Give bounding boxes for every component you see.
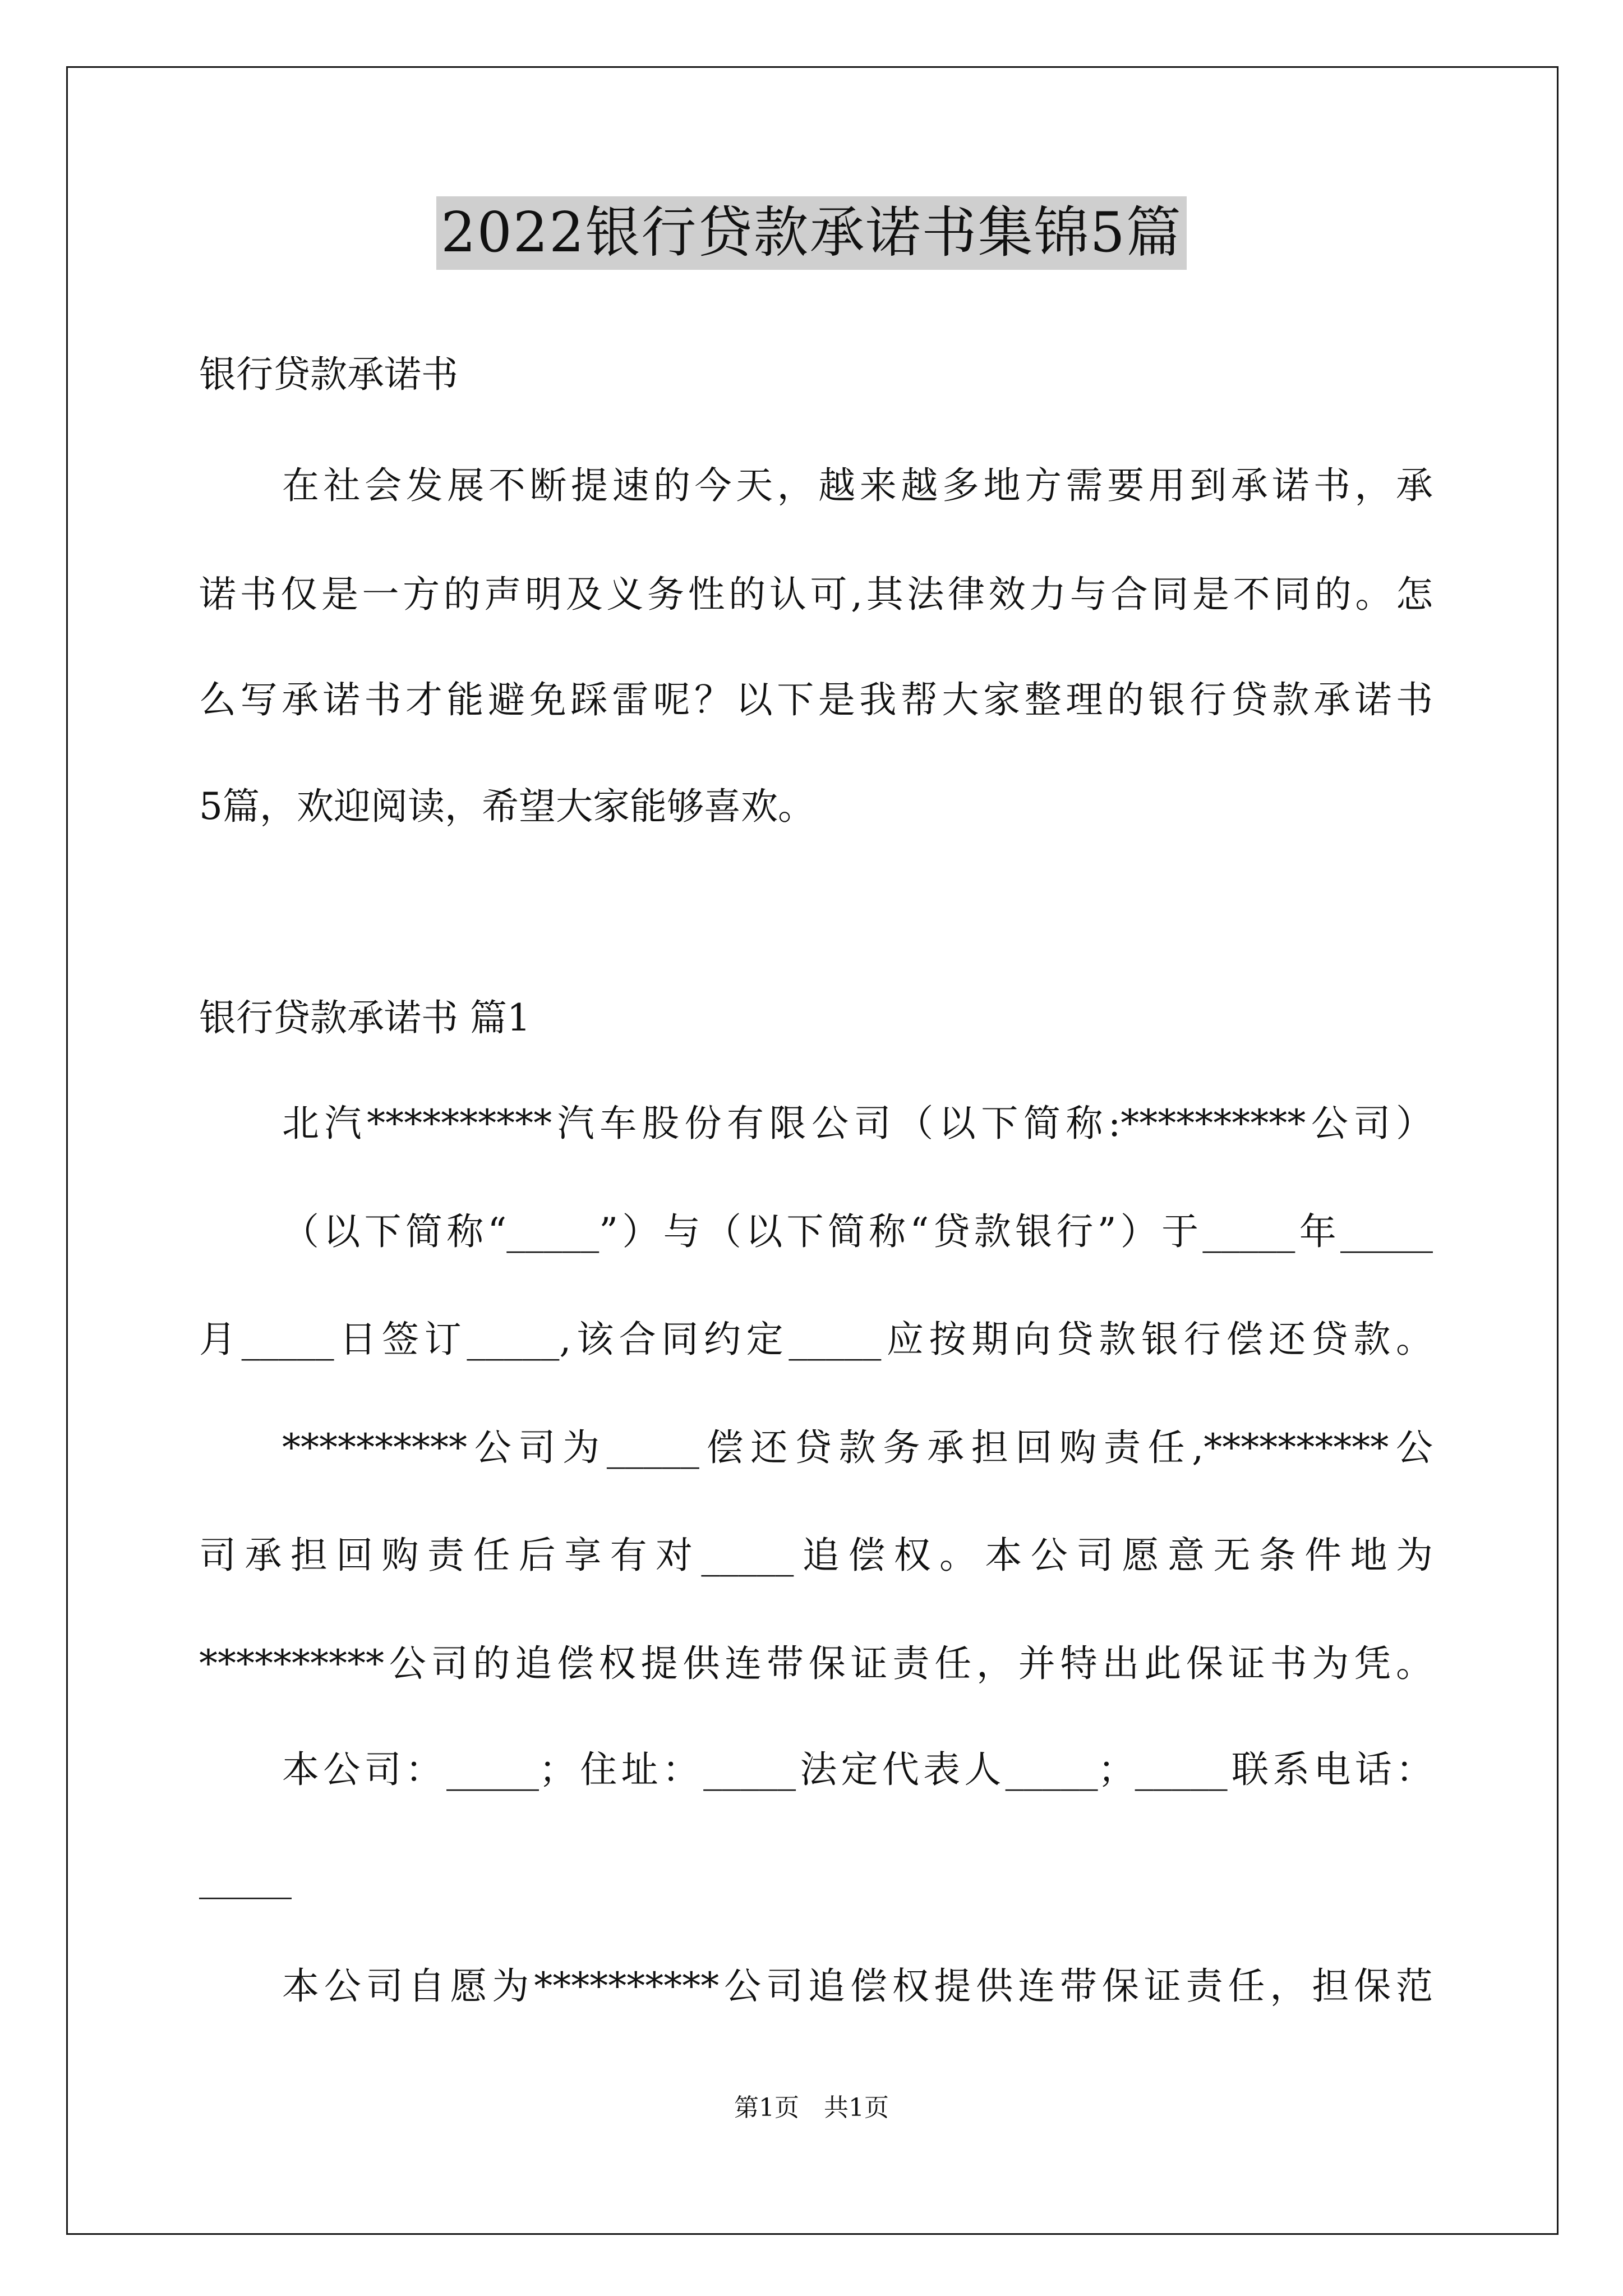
paragraph-line: 5篇，欢迎阅读，希望大家能够喜欢。 [199,785,815,828]
paragraph-line: 么写承诺书才能避免踩雷呢？以下是我帮大家整理的银行贷款承诺书 [199,678,1433,721]
paragraph-line: **********公司为_____偿还贷款务承担回购责任,**********公 [282,1426,1433,1469]
section-heading: 银行贷款承诺书 [199,353,458,396]
paragraph-line: 本公司：_____；住址：_____法定代表人_____；_____联系电话： [282,1748,1433,1791]
paragraph-line: 月_____日签订_____,该合同约定_____应按期向贷款银行偿还贷款。 [199,1318,1433,1361]
paragraph-line: 司承担回购责任后享有对_____追偿权。本公司愿意无条件地为 [199,1534,1433,1577]
paragraph-line: 在社会发展不断提速的今天，越来越多地方需要用到承诺书，承 [282,464,1433,507]
paragraph-line: 本公司自愿为**********公司追偿权提供连带保证责任，担保范 [282,1964,1433,2008]
title-container [0,196,1623,270]
paragraph-line: 诺书仅是一方的声明及义务性的认可,其法律效力与合同是不同的。怎 [199,573,1433,616]
document-title: 2022银行贷款承诺书集锦5篇 [436,196,1187,270]
page-number-footer: 第1页 共1页 [734,2093,889,2122]
paragraph-line: _____ [199,1856,292,1899]
paragraph-line: **********公司的追偿权提供连带保证责任，并特出此保证书为凭。 [199,1642,1433,1685]
section-heading: 银行贷款承诺书 篇1 [199,996,531,1039]
paragraph-line: 北汽**********汽车股份有限公司（以下简称:**********公司） [282,1102,1433,1145]
paragraph-line: （以下简称“_____”）与（以下简称“贷款银行”）于_____年_____ [282,1210,1433,1253]
